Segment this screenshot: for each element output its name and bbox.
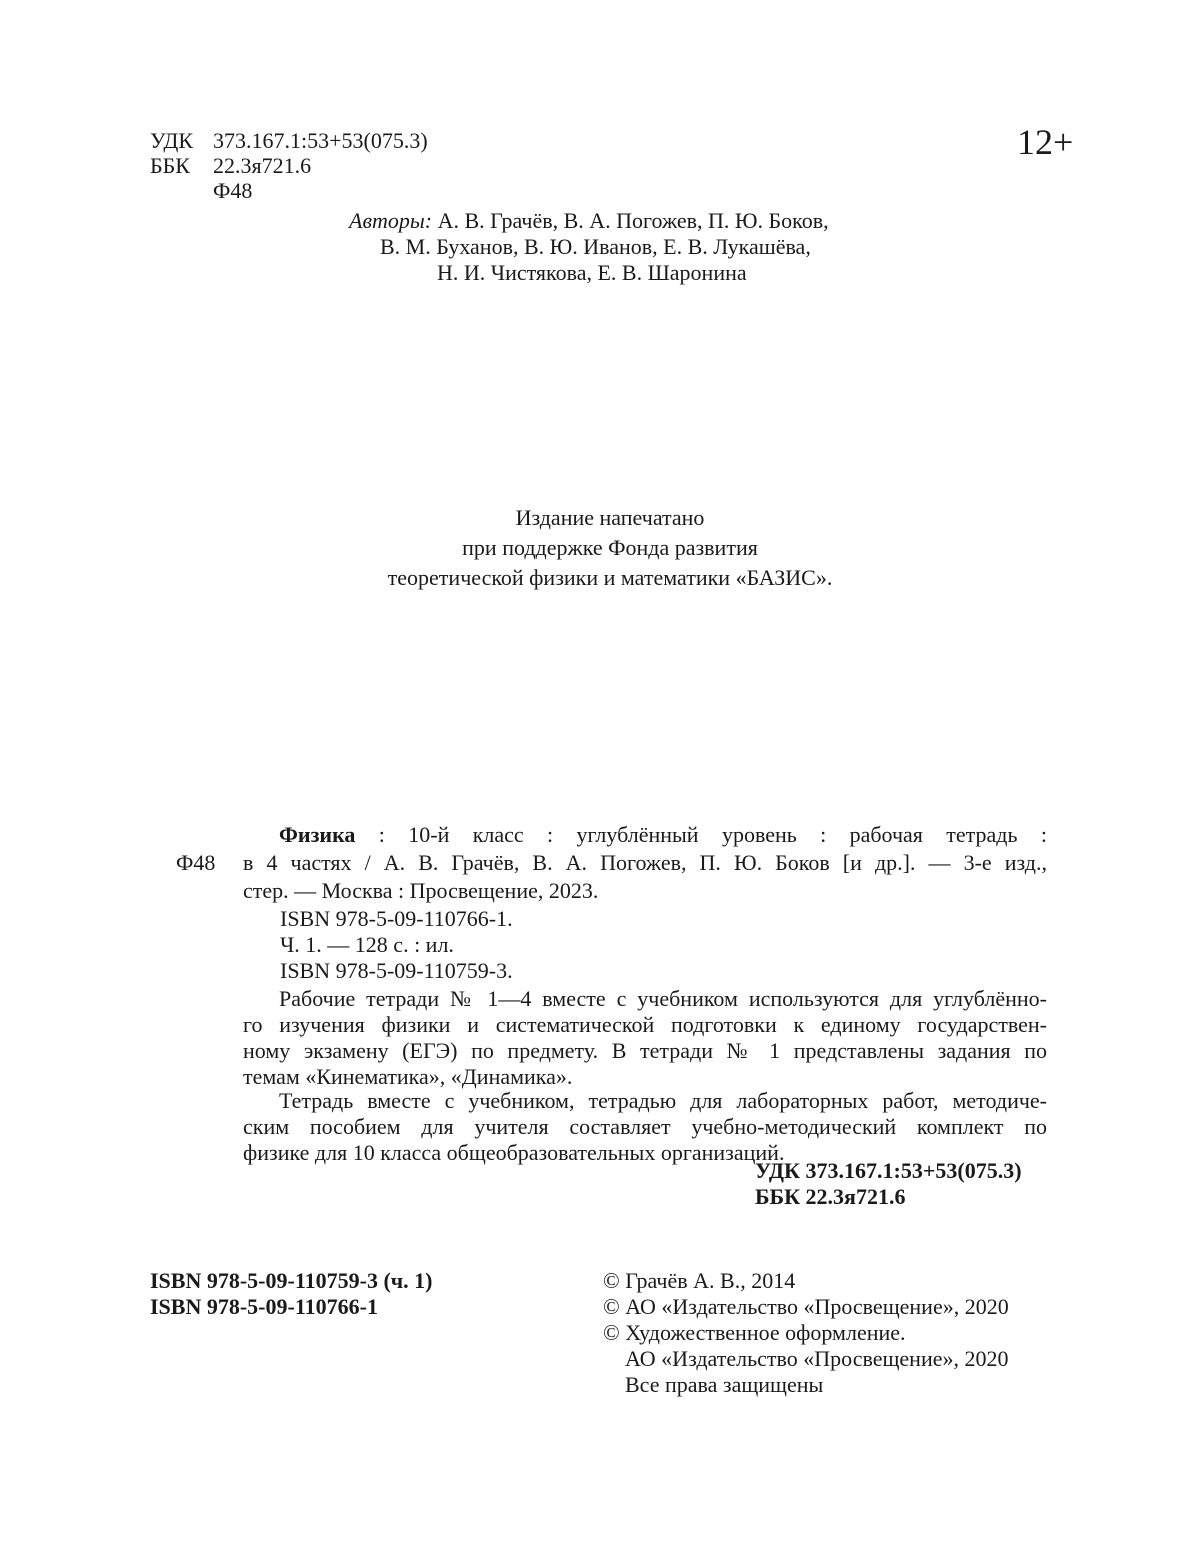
copyright-1: © Грачёв А. В., 2014 bbox=[603, 1268, 796, 1293]
copyright-4: АО «Издательство «Просвещение», 2020 bbox=[625, 1346, 1009, 1371]
support-line-3: теоретической физики и математики «БАЗИС». bbox=[387, 565, 833, 590]
copyright-3: © Художественное оформление. bbox=[603, 1320, 906, 1345]
catalog-title: Физика bbox=[279, 822, 356, 847]
footer-isbn-1: ISBN 978-5-09-110759-3 (ч. 1) bbox=[150, 1268, 433, 1293]
copyright-2: © АО «Издательство «Просвещение», 2020 bbox=[603, 1294, 1009, 1319]
catalog-line-3: стер. — Москва : Просвещение, 2023. bbox=[243, 878, 599, 903]
authors-label: Авторы: bbox=[349, 208, 433, 233]
support-line-2: при поддержке Фонда развития bbox=[462, 535, 758, 560]
annotation-1-line-2: го изучения физики и систематической подготовки к единому государствен- bbox=[243, 1012, 1047, 1037]
catalog-bbk: ББК 22.3я721.6 bbox=[755, 1184, 906, 1209]
catalog-part-info: Ч. 1. — 128 с. : ил. bbox=[280, 932, 454, 957]
annotation-2-line-3: физике для 10 класса общеобразовательных организаций. bbox=[243, 1140, 785, 1165]
annotation-2-line-1 bbox=[243, 1087, 1047, 1115]
bbk-label: ББК bbox=[150, 153, 190, 178]
annotation-2-text-1: Тетрадь вместе с учебником, тетрадью для лабораторных работ, методиче- bbox=[279, 1088, 1047, 1113]
udk-row bbox=[150, 127, 428, 154]
authors-line-3: Н. И. Чистякова, Е. В. Шаронина bbox=[437, 260, 747, 285]
age-rating: 12+ bbox=[1017, 122, 1074, 162]
udk-label: УДК bbox=[150, 128, 194, 153]
author-mark: Ф48 bbox=[213, 178, 253, 203]
support-line-1: Издание напечатано bbox=[515, 505, 705, 530]
udk-value: 373.167.1:53+53(075.3) bbox=[213, 128, 428, 153]
footer-isbn-2: ISBN 978-5-09-110766-1 bbox=[150, 1294, 378, 1319]
rights-reserved: Все права защищены bbox=[625, 1372, 824, 1397]
annotation-2-line-2: ским пособием для учителя составляет учебно-методический комплект по bbox=[243, 1114, 1047, 1139]
catalog-line-2: в 4 частях / А. В. Грачёв, В. А. Погожев, П. Ю. Боков [и др.]. — 3-е изд., bbox=[243, 850, 1047, 875]
annotation-1-line-3: ному экзамену (ЕГЭ) по предмету. В тетради № 1 представлены задания по bbox=[243, 1038, 1047, 1063]
annotation-1-line-1 bbox=[243, 985, 1047, 1013]
authors-line-2: В. М. Буханов, В. Ю. Иванов, Е. В. Лукашёва, bbox=[380, 234, 811, 259]
authors-text-1: А. В. Грачёв, В. А. Погожев, П. Ю. Боков, bbox=[437, 208, 829, 233]
catalog-title-line bbox=[243, 821, 1047, 849]
bbk-row bbox=[150, 152, 311, 179]
bbk-value: 22.3я721.6 bbox=[213, 153, 312, 178]
catalog-mark: Ф48 bbox=[176, 850, 216, 875]
catalog-udk: УДК 373.167.1:53+53(075.3) bbox=[755, 1158, 1022, 1183]
annotation-1-text-1: Рабочие тетради № 1—4 вместе с учебником используются для углублённо- bbox=[279, 986, 1047, 1011]
support-note bbox=[310, 503, 910, 593]
catalog-line1-rest: : 10-й класс : углублённый уровень : рабочая тетрадь : bbox=[378, 822, 1048, 847]
annotation-1-line-4: темам «Кинематика», «Динамика». bbox=[243, 1064, 573, 1089]
catalog-isbn-series: ISBN 978-5-09-110766-1. bbox=[280, 906, 513, 931]
catalog-isbn-part: ISBN 978-5-09-110759-3. bbox=[280, 958, 513, 983]
